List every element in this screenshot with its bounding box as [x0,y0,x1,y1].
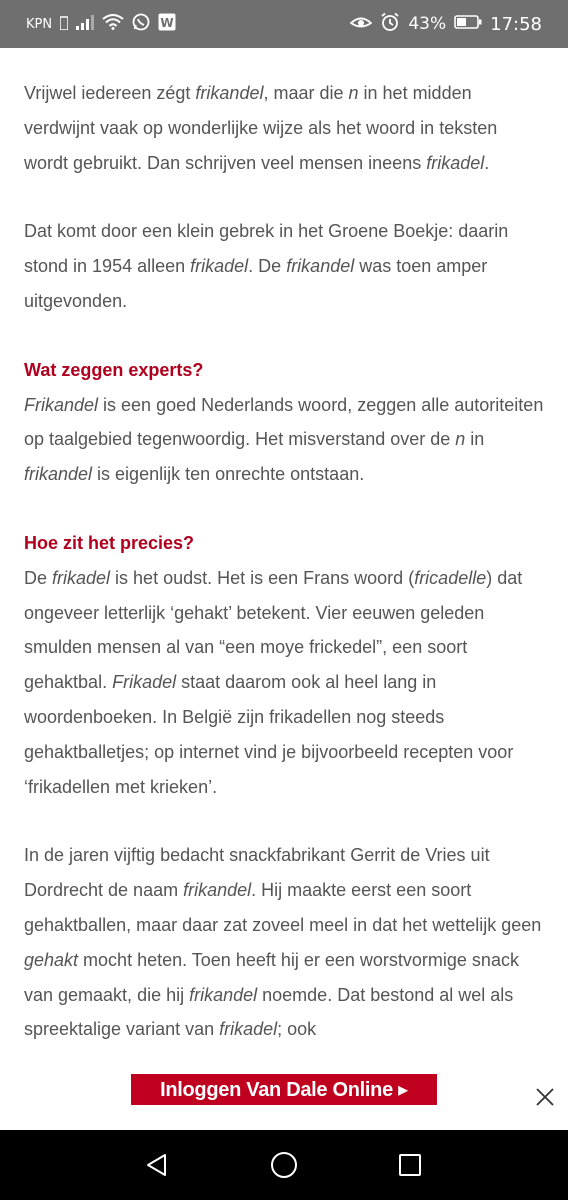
home-circle-icon [270,1151,298,1179]
wifi-icon [102,14,124,34]
text-run: staat daarom ook al heel lang in woordenboeken. In België zijn frikadellen nog steeds gehaktballetjes; op internet vind je bijvoorbeeld recepten voor ‘frikadellen met krieken’. [24,672,514,797]
text-run: Vrijwel iedereen zégt [24,83,196,103]
text-run: ; ook [277,1019,317,1040]
clock: 17:58 [490,13,542,35]
text-run: was toen amper uitgevonden. [24,256,488,311]
text-run: noemde. Dat bestond al wel als spreektalige variant van [24,984,514,1040]
article-paragraph-3 [24,388,544,492]
italic-term: n [348,83,359,103]
italic-term: frikadel [52,567,111,588]
italic-term: gehakt [24,949,79,970]
article-paragraph-5 [24,838,544,1047]
word-app-icon [158,13,176,35]
text-run: Dat komt door een klein gebrek in het Groene Boekje: daarin stond in 1954 alleen [24,221,509,277]
italic-term: frikandel [24,464,93,485]
italic-term: frikandel [189,984,258,1005]
back-triangle-icon [144,1152,170,1178]
italic-term: frikadel [190,256,249,277]
text-run: . Hij maakte eerst een soort gehaktballen, maar daar zat zoveel meel in dat het wettelijk geen [24,880,542,935]
login-banner-button[interactable]: Inloggen Van Dale Online ▸ [131,1074,437,1105]
back-button[interactable] [127,1130,187,1200]
eye-comfort-icon [350,14,372,34]
battery-percent: 43% [408,14,447,34]
recents-button[interactable] [380,1130,440,1200]
text-run: in [465,429,485,450]
text-run: , maar die [263,83,349,103]
italic-term: Frikadel [112,672,177,693]
italic-term: Frikandel [24,394,99,415]
status-bar [0,0,568,48]
status-right [350,0,542,48]
home-button[interactable] [254,1130,314,1200]
italic-term: frikadel [426,152,485,173]
italic-term: frikandel [195,83,264,103]
alarm-icon [380,12,400,36]
sim-icon [60,14,68,34]
battery-icon [454,14,482,34]
text-run: . [484,152,490,173]
text-run: In de jaren vijftig bedacht snackfabrikant Gerrit de Vries uit Dordrecht de naam [24,845,490,901]
text-run: . De [248,256,287,277]
text-run: ) dat ongeveer letterlijk ‘gehakt’ betekent. Vier eeuwen geleden smulden mensen al van “een moye frickedel”, een soort gehaktbal. [24,567,523,693]
text-run: in het midden verdwijnt vaak op wonderlijke wijze als het woord in teksten wordt gebruikt. Dan schrijven veel mensen ineens [24,83,498,173]
text-run: De [24,567,53,588]
section-heading-experts: Wat zeggen experts? [24,359,204,380]
text-run: mocht heten. Toen heeft hij er een worstvormige snack van gemaakt, die hij [24,949,519,1005]
status-left [26,0,176,48]
italic-term: frikandel [183,880,252,901]
signal-icon [76,14,94,34]
carrier-label: KPN [26,16,53,32]
svg-text:W: W [160,16,174,30]
article-paragraph-4 [24,561,544,805]
italic-term: n [455,429,466,450]
text-run: is eigenlijk ten onrechte ontstaan. [92,464,365,485]
close-icon[interactable] [532,1084,558,1110]
navigation-bar [0,1130,568,1200]
article-body [24,76,544,1081]
section-heading-precies: Hoe zit het precies? [24,532,195,553]
text-run: is een goed Nederlands woord, zeggen alle autoriteiten op taalgebied tegenwoordig. Het misverstand over de [24,394,544,450]
italic-term: fricadelle [414,567,487,588]
whatsapp-icon [132,13,150,35]
recents-square-icon [398,1153,422,1177]
italic-term: frikandel [286,256,355,277]
italic-term: frikadel [219,1019,278,1040]
article-paragraph-2 [24,214,544,318]
text-run: is het oudst. Het is een Frans woord ( [110,567,415,588]
article-paragraph-1 [24,76,544,180]
